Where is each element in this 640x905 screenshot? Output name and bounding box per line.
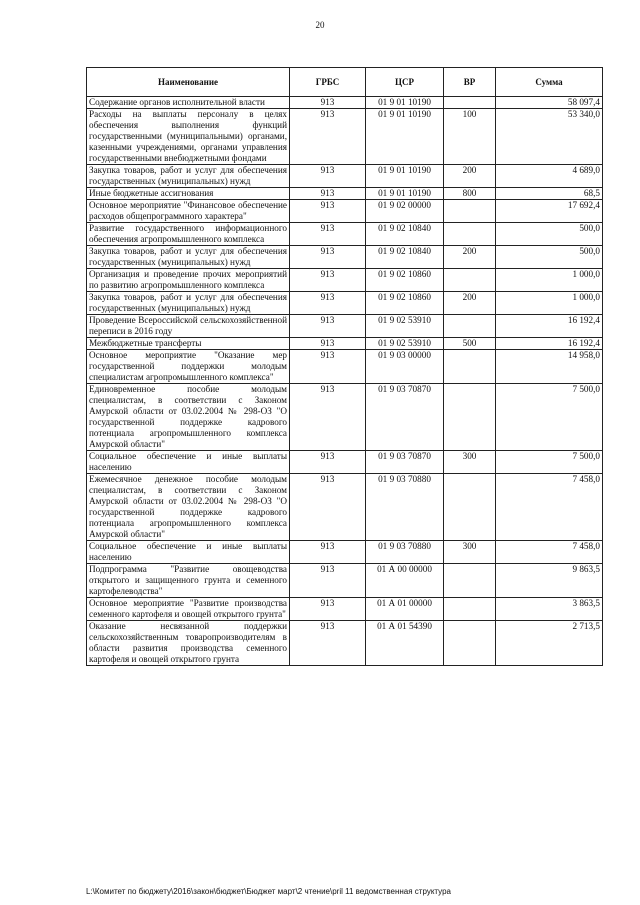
table-row: [87, 315, 603, 338]
cell-grbs: 913: [290, 223, 366, 246]
cell-vr: [444, 315, 496, 338]
cell-vr: 200: [444, 246, 496, 269]
cell-csr: 01 А 00 00000: [366, 564, 444, 598]
cell-sum: 3 863,5: [496, 598, 603, 621]
cell-name: Закупка товаров, работ и услуг для обеспечения государственных (муниципальных) нужд: [87, 165, 290, 188]
cell-vr: 200: [444, 165, 496, 188]
cell-csr: 01 9 01 10190: [366, 188, 444, 200]
page-number: 20: [315, 20, 325, 30]
cell-name: Закупка товаров, работ и услуг для обеспечения государственных (муниципальных) нужд: [87, 246, 290, 269]
cell-vr: 300: [444, 541, 496, 564]
cell-vr: 200: [444, 292, 496, 315]
cell-vr: [444, 598, 496, 621]
cell-sum: 7 500,0: [496, 384, 603, 451]
table-row: [87, 541, 603, 564]
cell-csr: 01 9 02 10860: [366, 292, 444, 315]
cell-csr: 01 9 01 10190: [366, 97, 444, 109]
cell-csr: 01 9 03 70870: [366, 451, 444, 474]
cell-csr: 01 А 01 00000: [366, 598, 444, 621]
cell-grbs: 913: [290, 384, 366, 451]
table-header-row: [87, 68, 603, 97]
cell-sum: 68,5: [496, 188, 603, 200]
table-row: [87, 109, 603, 165]
cell-grbs: 913: [290, 109, 366, 165]
cell-sum: 14 958,0: [496, 350, 603, 384]
table-row: [87, 97, 603, 109]
cell-name: Межбюджетные трансферты: [87, 338, 290, 350]
cell-sum: 500,0: [496, 223, 603, 246]
cell-sum: 16 192,4: [496, 338, 603, 350]
cell-csr: 01 9 01 10190: [366, 165, 444, 188]
cell-csr: 01 А 01 54390: [366, 621, 444, 666]
cell-csr: 01 9 02 10860: [366, 269, 444, 292]
cell-vr: [444, 223, 496, 246]
table-row: [87, 350, 603, 384]
cell-vr: [444, 474, 496, 541]
cell-vr: [444, 384, 496, 451]
cell-grbs: 913: [290, 350, 366, 384]
cell-csr: 01 9 02 00000: [366, 200, 444, 223]
cell-vr: [444, 200, 496, 223]
table-row: [87, 188, 603, 200]
cell-grbs: 913: [290, 338, 366, 350]
cell-csr: 01 9 03 70870: [366, 384, 444, 451]
cell-grbs: 913: [290, 564, 366, 598]
cell-sum: 500,0: [496, 246, 603, 269]
cell-grbs: 913: [290, 246, 366, 269]
header-grbs: ГРБС: [290, 68, 366, 97]
cell-name: Оказание несвязанной поддержки сельскохозяйственным товаропроизводителям в области развития производства семенного картофеля и овощей открытого грунта: [87, 621, 290, 666]
header-sum: Сумма: [496, 68, 603, 97]
cell-sum: 2 713,5: [496, 621, 603, 666]
cell-vr: [444, 564, 496, 598]
cell-name: Проведение Всероссийской сельскохозяйственной переписи в 2016 году: [87, 315, 290, 338]
cell-grbs: 913: [290, 315, 366, 338]
cell-grbs: 913: [290, 541, 366, 564]
cell-name: Содержание органов исполнительной власти: [87, 97, 290, 109]
cell-grbs: 913: [290, 97, 366, 109]
cell-sum: 4 689,0: [496, 165, 603, 188]
cell-grbs: 913: [290, 188, 366, 200]
table-row: [87, 384, 603, 451]
cell-vr: [444, 350, 496, 384]
file-path-footer: L:\Комитет по бюджету\2016\закон\бюджет\Бюджет март\2 чтение\pril 11 ведомственная структура: [86, 887, 451, 896]
cell-grbs: 913: [290, 292, 366, 315]
table-row: [87, 451, 603, 474]
cell-name: Социальное обеспечение и иные выплаты населению: [87, 541, 290, 564]
cell-name: Организация и проведение прочих мероприятий по развитию агропромышленного комплекса: [87, 269, 290, 292]
header-csr: ЦСР: [366, 68, 444, 97]
cell-name: Закупка товаров, работ и услуг для обеспечения государственных (муниципальных) нужд: [87, 292, 290, 315]
table-row: [87, 598, 603, 621]
cell-vr: 800: [444, 188, 496, 200]
cell-grbs: 913: [290, 451, 366, 474]
cell-csr: 01 9 02 10840: [366, 246, 444, 269]
table-row: [87, 200, 603, 223]
cell-csr: 01 9 02 10840: [366, 223, 444, 246]
table-row: [87, 223, 603, 246]
cell-vr: [444, 97, 496, 109]
cell-sum: 1 000,0: [496, 292, 603, 315]
cell-csr: 01 9 03 00000: [366, 350, 444, 384]
table-body: [87, 97, 603, 666]
cell-sum: 16 192,4: [496, 315, 603, 338]
cell-grbs: 913: [290, 200, 366, 223]
cell-vr: [444, 621, 496, 666]
cell-grbs: 913: [290, 269, 366, 292]
cell-csr: 01 9 01 10190: [366, 109, 444, 165]
cell-sum: 58 097,4: [496, 97, 603, 109]
cell-name: Расходы на выплаты персоналу в целях обеспечения выполнения функций государственными (муниципальными) органами, казенными учреждениями, органами управления государственными внебюджетными фондами: [87, 109, 290, 165]
cell-name: Основное мероприятие "Оказание мер государственной поддержки молодым специалистам агропромышленного комплекса": [87, 350, 290, 384]
cell-csr: 01 9 03 70880: [366, 541, 444, 564]
cell-name: Ежемесячное денежное пособие молодым специалистам, в соответствии с Законом Амурской области от 03.02.2004 № 298-ОЗ "О государственной поддержке кадрового потенциала агропромышленного комплекса Амурской области": [87, 474, 290, 541]
cell-name: Основное мероприятие "Финансовое обеспечение расходов общепрограммного характера": [87, 200, 290, 223]
cell-sum: 7 458,0: [496, 541, 603, 564]
header-vr: ВР: [444, 68, 496, 97]
cell-csr: 01 9 02 53910: [366, 338, 444, 350]
cell-vr: 500: [444, 338, 496, 350]
cell-sum: 53 340,0: [496, 109, 603, 165]
budget-table: [86, 67, 603, 666]
cell-sum: 7 458,0: [496, 474, 603, 541]
cell-sum: 7 500,0: [496, 451, 603, 474]
cell-grbs: 913: [290, 165, 366, 188]
cell-name: Развитие государственного информационного обеспечения агропромышленного комплекса: [87, 223, 290, 246]
cell-name: Социальное обеспечение и иные выплаты населению: [87, 451, 290, 474]
table-row: [87, 474, 603, 541]
table-row: [87, 269, 603, 292]
table-row: [87, 564, 603, 598]
cell-vr: 100: [444, 109, 496, 165]
cell-name: Единовременное пособие молодым специалистам, в соответствии с Законом Амурской области от 03.02.2004 № 298-ОЗ "О государственной поддержке кадрового потенциала агропромышленного комплекса Амурской области": [87, 384, 290, 451]
table-row: [87, 292, 603, 315]
cell-name: Иные бюджетные ассигнования: [87, 188, 290, 200]
cell-name: Подпрограмма "Развитие овощеводства открытого и защищенного грунта и семенного картофелеводства": [87, 564, 290, 598]
cell-grbs: 913: [290, 474, 366, 541]
table-row: [87, 165, 603, 188]
cell-vr: [444, 269, 496, 292]
cell-csr: 01 9 02 53910: [366, 315, 444, 338]
cell-sum: 9 863,5: [496, 564, 603, 598]
table-row: [87, 621, 603, 666]
cell-csr: 01 9 03 70880: [366, 474, 444, 541]
table-row: [87, 246, 603, 269]
header-name: Наименование: [87, 68, 290, 97]
cell-name: Основное мероприятие "Развитие производства семенного картофеля и овощей открытого грунта": [87, 598, 290, 621]
table-row: [87, 338, 603, 350]
cell-grbs: 913: [290, 598, 366, 621]
cell-grbs: 913: [290, 621, 366, 666]
cell-sum: 1 000,0: [496, 269, 603, 292]
cell-vr: 300: [444, 451, 496, 474]
cell-sum: 17 692,4: [496, 200, 603, 223]
